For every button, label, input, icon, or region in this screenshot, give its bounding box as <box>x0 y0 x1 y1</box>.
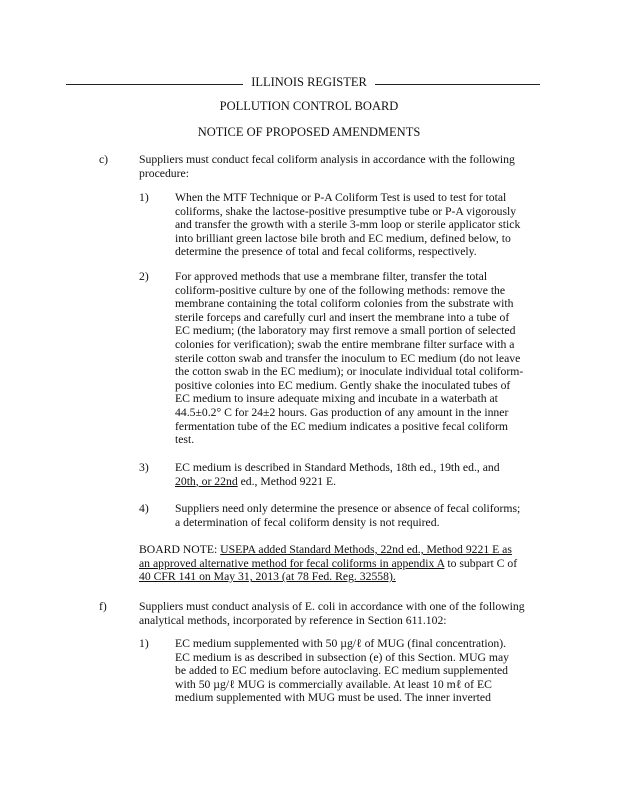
text-line <box>139 557 517 571</box>
text-line: For approved methods that use a membrane filter, transfer the total <box>175 270 488 283</box>
inserted-text: USEPA added Standard Methods, 22nd ed., Method 9221 E as <box>220 543 512 556</box>
item-c2-text <box>175 270 523 447</box>
text-span: ed., Method 9221 E. <box>237 474 337 488</box>
register-title: ILLINOIS REGISTER <box>243 75 375 89</box>
item-c1-text <box>175 191 520 259</box>
text-line: medium supplemented with MUG must be used. The inner inverted <box>175 691 491 705</box>
text-line: test. <box>175 433 195 447</box>
register-title-row <box>0 75 618 90</box>
text-line: coliforms, shake the lactose-positive presumptive tube or P-A vigorously <box>175 204 517 218</box>
text-line: into brilliant green lactose bile broth and EC medium, defined below, to <box>175 231 511 245</box>
text-line <box>175 475 500 489</box>
inserted-text: 20th <box>175 474 196 488</box>
text-line: and transfer the growth with a sterile 3-mm loop or sterile applicator stick <box>175 218 521 232</box>
section-f-label: f) <box>99 600 107 613</box>
item-c3-text <box>175 461 500 488</box>
item-c3-label: 3) <box>139 461 149 474</box>
board-note-label: BOARD NOTE: <box>139 543 221 556</box>
text-line: Suppliers must conduct analysis of E. coli in accordance with one of the following <box>139 600 525 613</box>
text-span: to subpart C of <box>444 556 518 570</box>
text-line: positive colonies into EC medium. Gently shake the inoculated tubes of <box>175 378 511 392</box>
text-line: EC medium is as described in subsection (e) of this Section. MUG may <box>175 650 510 664</box>
text-line: sterile forceps and carefully curl and insert the membrane into a tube of <box>175 310 510 324</box>
text-line: coliform-positive culture by one of the following methods: remove the <box>175 283 506 297</box>
board-note <box>139 543 517 584</box>
notice-title: NOTICE OF PROPOSED AMENDMENTS <box>197 125 421 139</box>
text-line: 44.5±0.2° C for 24±2 hours. Gas production of any amount in the inner <box>175 405 509 419</box>
item-c1-label: 1) <box>139 191 149 204</box>
item-c4-text <box>175 502 520 529</box>
text-line: membrane containing the total coliform colonies from the substrate with <box>175 297 514 311</box>
text-line: Suppliers must conduct fecal coliform analysis in accordance with the following <box>139 153 515 166</box>
text-line: with 50 µg/ℓ MUG is commercially available. At least 10 mℓ of EC <box>175 677 492 691</box>
text-line <box>139 543 517 557</box>
text-line: procedure: <box>139 166 189 180</box>
text-line: EC medium supplemented with 50 µg/ℓ of MUG (final concentration). <box>175 637 507 650</box>
item-f1-text <box>175 637 509 705</box>
text-line: colonies for verification); swab the entire membrane filter surface with a <box>175 337 515 351</box>
item-c4-label: 4) <box>139 502 149 515</box>
section-f-intro <box>139 600 525 627</box>
text-line: EC medium; (the laboratory may first remove a small portion of selected <box>175 324 516 338</box>
text-line: analytical methods, incorporated by reference in Section 611.102: <box>139 613 447 627</box>
board-title: POLLUTION CONTROL BOARD <box>219 99 399 113</box>
section-c-label: c) <box>99 153 109 166</box>
text-line: EC medium is described in Standard Methods, 18th ed., 19th ed., and <box>175 461 500 474</box>
inserted-text: , or 22nd <box>195 474 238 488</box>
inserted-text: an approved alternative method for fecal coliforms in appendix A <box>139 556 445 570</box>
text-line: be added to EC medium before autoclaving. EC medium supplemented <box>175 664 509 678</box>
text-line: determine the presence of total and fecal coliforms, respectively. <box>175 245 477 259</box>
section-c-intro <box>139 153 515 180</box>
text-line: fermentation tube of the EC medium indicates a positive fecal coliform <box>175 419 508 433</box>
text-line: When the MTF Technique or P-A Coliform Test is used to test for total <box>175 191 507 204</box>
text-line: 40 CFR 141 on May 31, 2013 (at 78 Fed. Reg. 32558). <box>139 570 396 584</box>
text-line: Suppliers need only determine the presence or absence of fecal coliforms; <box>175 502 521 515</box>
item-c2-label: 2) <box>139 270 149 283</box>
text-line: a determination of fecal coliform density is not required. <box>175 515 440 529</box>
text-line: the cotton swab in the EC medium); or inoculate individual total coliform- <box>175 365 524 379</box>
item-f1-label: 1) <box>139 637 149 650</box>
text-line: sterile cotton swab and transfer the inoculum to EC medium (do not leave <box>175 351 521 365</box>
text-line: EC medium to insure adequate mixing and incubate in a waterbath at <box>175 392 498 406</box>
